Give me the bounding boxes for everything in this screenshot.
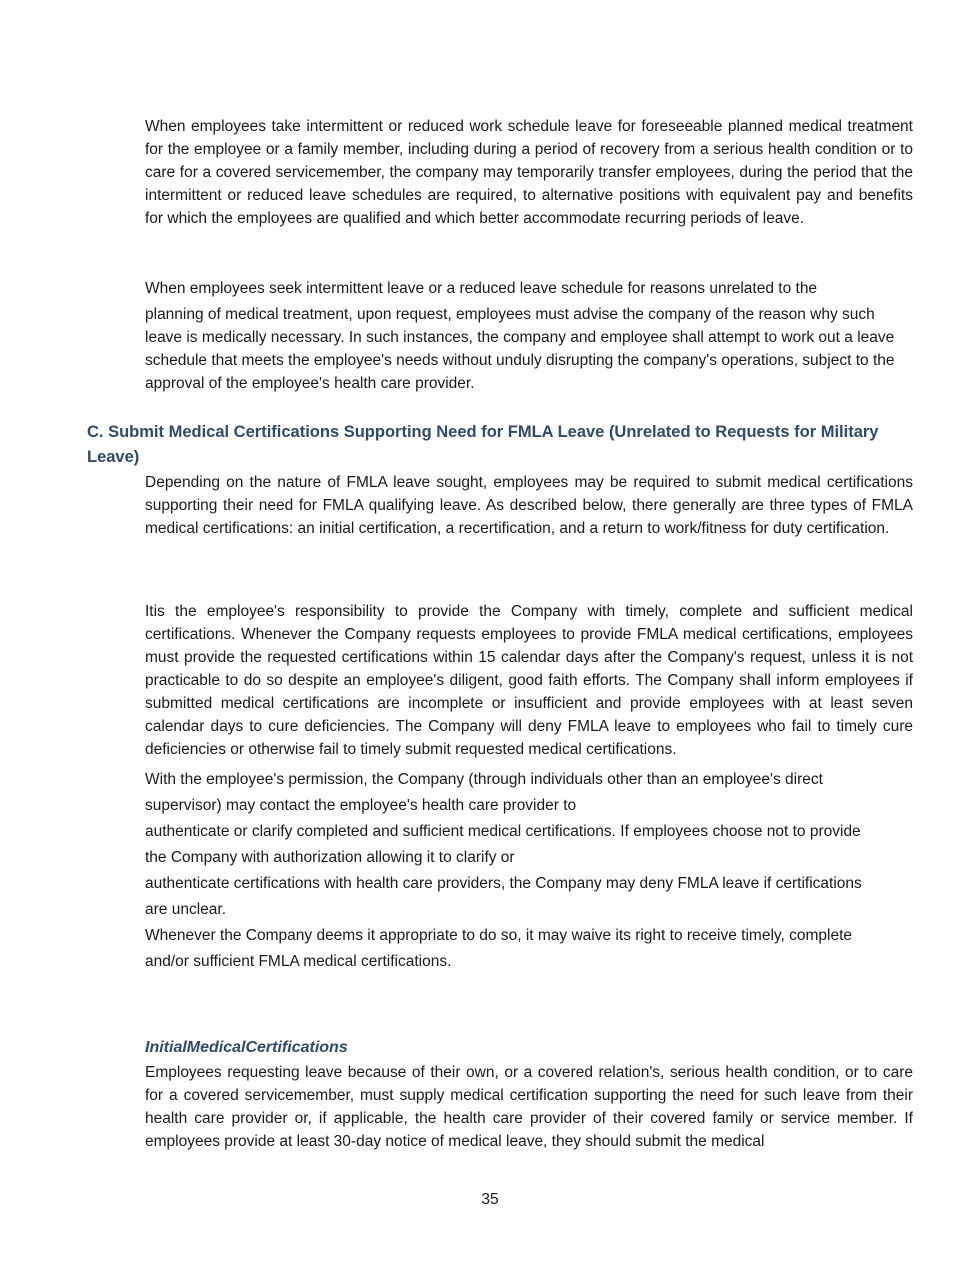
paragraph-health-care-contact [145, 767, 913, 975]
paragraph-employee-responsibility: Itis the employee's responsibility to provide the Company with timely, complete and sufficient medical certifications. Whenever the Company requests employees to provide FMLA medical certifications, employees must provide the requested certifications within 15 calendar days after the Company's request, unless it is not practicable to do so despite an employee's diligent, good faith efforts. The Company shall inform employees if submitted medical certifications are incomplete or insufficient and provide employees with at least seven calendar days to cure deficiencies. The Company will deny FMLA leave to employees who fail to timely cure deficiencies or otherwise fail to timely submit requested medical certifications. [145, 603, 913, 758]
subheading-initial-certifications: InitialMedicalCertifications [145, 1039, 348, 1056]
paragraph-line: With the employee's permission, the Company (through individuals other than an employee's direct [145, 771, 823, 788]
paragraph-line: supervisor) may contact the employee's health care provider to [145, 797, 577, 814]
paragraph-line: Whenever the Company deems it appropriate to do so, it may waive its right to receive timely, complete [145, 927, 852, 944]
paragraph-line: are unclear. [145, 901, 226, 918]
paragraph-line: the Company with authorization allowing it to clarify or [145, 849, 515, 866]
paragraph-line: authenticate or clarify completed and sufficient medical certifications. If employees choose not to provide [145, 823, 861, 840]
paragraph-certification-types: Depending on the nature of FMLA leave sought, employees may be required to submit medical certifications supporting their need for FMLA qualifying leave. As described below, there generally are three types of FMLA medical certifications: an initial certification, a recertification, and a return to work/fitness for duty certification. [145, 474, 913, 537]
paragraph-line: and/or sufficient FMLA medical certifications. [145, 953, 452, 970]
paragraph-line: authenticate certifications with health care providers, the Company may deny FMLA leave if certifications [145, 875, 862, 892]
paragraph-line: When employees seek intermittent leave or a reduced leave schedule for reasons unrelated to the [145, 280, 818, 297]
paragraph-intermittent-transfer: When employees take intermittent or reduced work schedule leave for foreseeable planned medical treatment for the employee or a family member, including during a period of recovery from a serious health condition or to care for a covered servicemember, the company may temporarily transfer employees, during the period that the intermittent or reduced leave schedules are required, to alternative positions with equivalent pay and benefits for which the employees are qualified and which better accommodate recurring periods of leave. [145, 118, 913, 227]
page-number: 35 [481, 1191, 499, 1208]
paragraph-line: planning of medical treatment, upon request, employees must advise the company of the reason why such leave is medically necessary. In such instances, the company and employee shall attempt to work out a leave schedule that meets the employee's needs without unduly disrupting the company's operations, subject to the approval of the employee's health care provider. [145, 306, 895, 392]
paragraph-initial-certifications: Employees requesting leave because of their own, or a covered relation's, serious health condition, or to care for a covered servicemember, must supply medical certification supporting the need for such leave from their health care provider or, if applicable, the health care provider of their covered family or service member. If employees provide at least 30-day notice of medical leave, they should submit the medical [145, 1064, 913, 1150]
section-heading-c: C. Submit Medical Certifications Supporting Need for FMLA Leave (Unrelated to Requests for Military Leave) [87, 423, 879, 466]
paragraph-medical-necessity [145, 277, 913, 395]
